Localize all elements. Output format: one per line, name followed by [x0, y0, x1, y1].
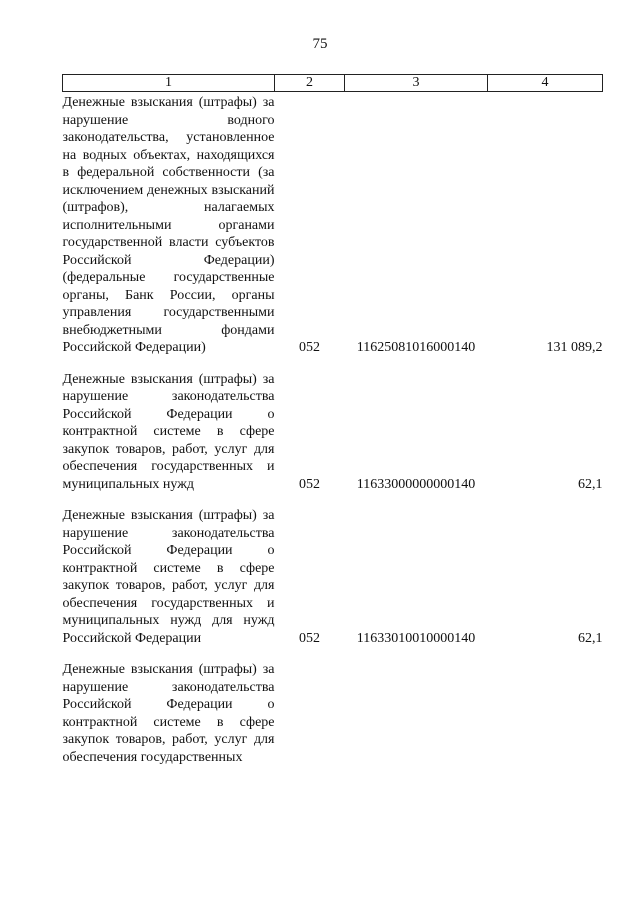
table-row	[63, 661, 603, 780]
row-classification-code: 11625081016000140	[356, 340, 476, 355]
page-number: 75	[312, 36, 328, 52]
row-classification-code	[345, 661, 488, 780]
row-admin-code: 052	[299, 630, 320, 646]
row-description: Денежные взыскания (штрафы) за нарушение законодательства Российской Федерации о контрактной системе в сфере закупок товаров, работ, услуг для обеспечения государственных и муниципальных нужд	[62, 371, 275, 492]
column-header-admin-code: 2	[275, 75, 345, 92]
row-admin-code: 052	[299, 340, 320, 355]
row-amount: 62,1	[578, 476, 603, 492]
row-description: Денежные взыскания (штрафы) за нарушение водного законодательства, установленное на водных объектах, находящихся в федеральной собственности (за исключением денежных взысканий (штрафов), налагаемых исполнительными органами государственной власти субъектов Российской Федерации) (федеральные государственные органы, Банк России, органы управления государственными внебюджетными фондами Российской Федерации)	[62, 95, 275, 355]
row-amount: 62,1	[578, 630, 603, 646]
row-admin-code: 052	[299, 476, 320, 492]
row-classification-code: 11633010010000140	[356, 630, 476, 646]
row-description: Денежные взыскания (штрафы) за нарушение законодательства Российской Федерации о контрактной системе в сфере закупок товаров, работ, услуг для обеспечения государственных	[62, 662, 275, 765]
table-header-row	[63, 75, 603, 92]
row-admin-code	[275, 661, 345, 780]
column-header-description: 1	[63, 75, 275, 92]
row-amount	[488, 661, 603, 780]
column-header-amount: 4	[488, 75, 603, 92]
table-row	[63, 371, 603, 508]
row-classification-code: 11633000000000140	[356, 476, 476, 492]
column-header-classification-code: 3	[345, 75, 488, 92]
row-description: Денежные взыскания (штрафы) за нарушение законодательства Российской Федерации о контрактной системе в сфере закупок товаров, работ, услуг для обеспечения государственных и муниципальных нужд для нужд Российской Федерации	[62, 508, 275, 646]
table-row	[63, 92, 603, 371]
table-row	[63, 507, 603, 661]
budget-revenue-table	[62, 74, 603, 780]
row-amount: 131 089,2	[546, 340, 603, 355]
